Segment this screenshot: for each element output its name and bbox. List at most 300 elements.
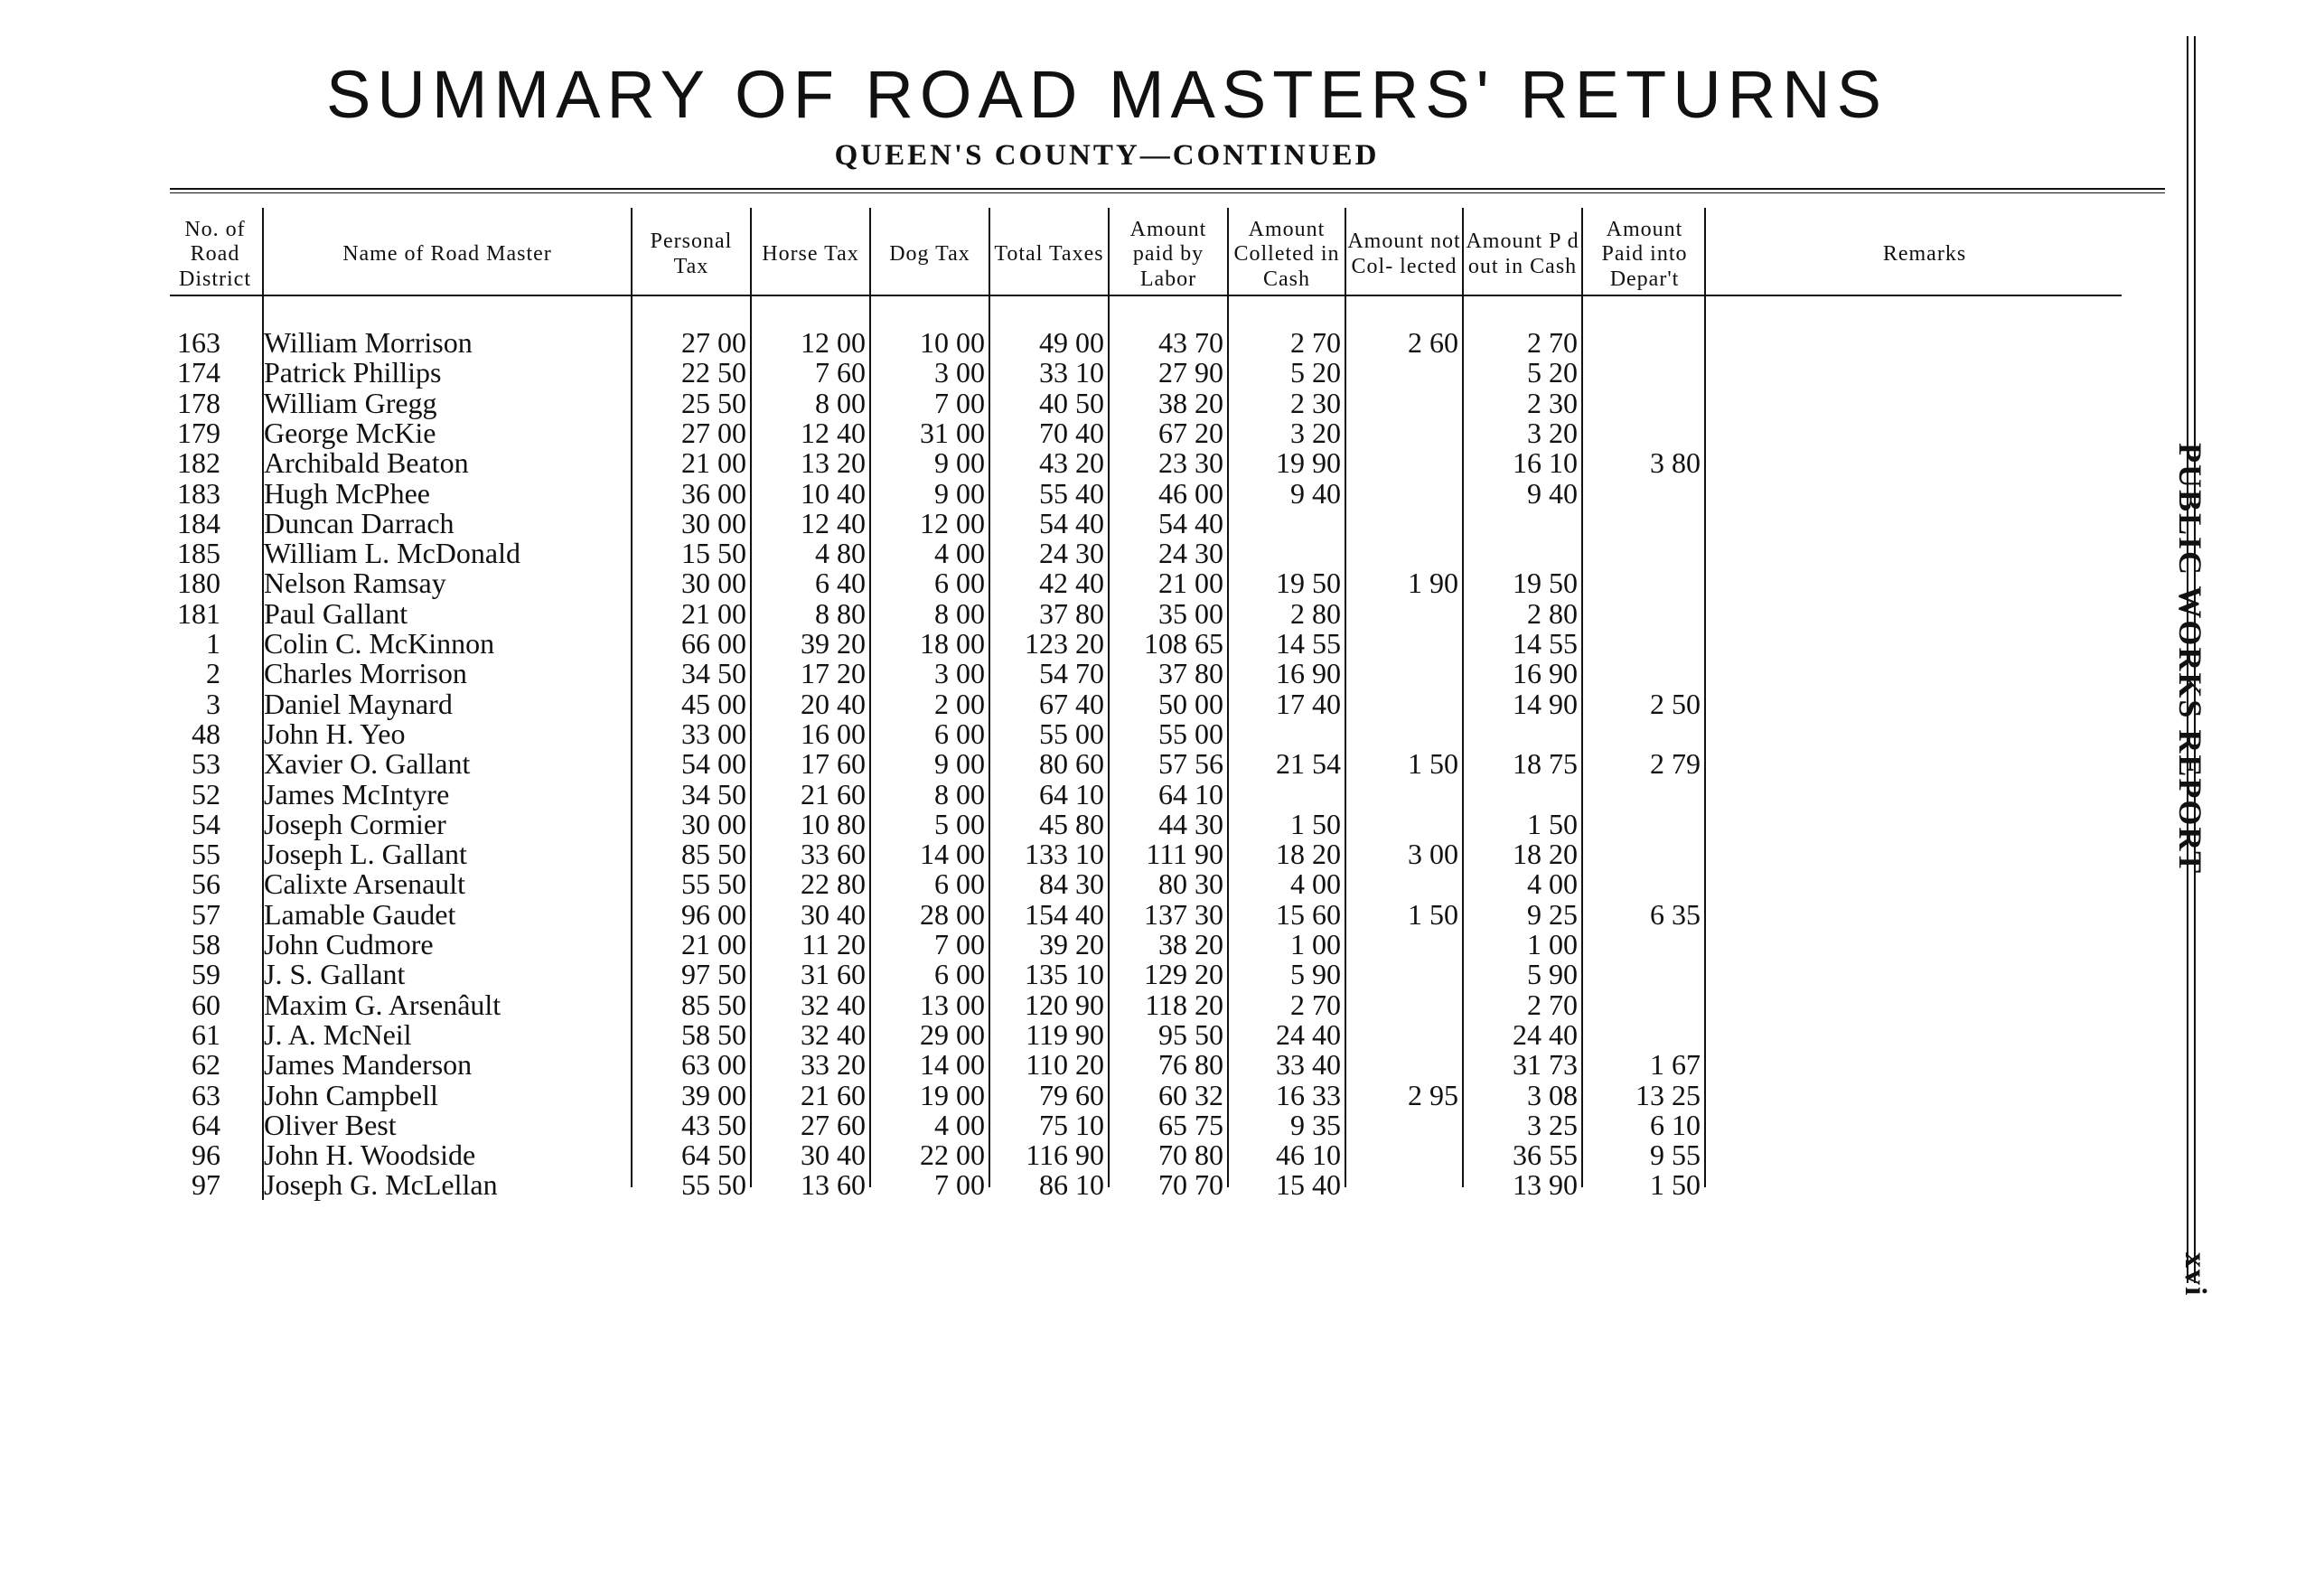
cell-paid-out-cash: 19 50 (1513, 567, 1578, 600)
cell-horse-tax: 6 40 (815, 567, 866, 600)
cell-name: J. A. McNeil (264, 1017, 412, 1051)
cell-horse-tax: 8 00 (815, 386, 866, 419)
cell-amount-labor: 65 75 (1158, 1108, 1223, 1141)
header-horse-tax: Horse Tax (762, 242, 859, 267)
cell-dog-tax: 3 00 (934, 657, 985, 690)
cell-paid-into-depart (1583, 478, 1701, 509)
cell-amount-labor: 60 32 (1158, 1078, 1223, 1111)
cell-total-taxes: 133 10 (1025, 838, 1104, 871)
cell-total-taxes: 84 30 (1039, 867, 1104, 901)
cell-not-collected (1346, 1019, 1458, 1050)
cell-total-taxes: 70 40 (1039, 416, 1104, 449)
cell-horse-tax: 30 40 (801, 897, 866, 931)
cell-personal-tax: 25 50 (681, 386, 746, 419)
cell-amount-labor: 70 70 (1158, 1168, 1223, 1202)
cell-personal-tax: 64 50 (681, 1138, 746, 1172)
cell-total-taxes: 79 60 (1039, 1078, 1104, 1111)
cell-not-collected (1346, 658, 1458, 689)
top-rule (170, 188, 2165, 190)
cell-dog-tax: 9 00 (934, 446, 985, 480)
header-remarks: Remarks (1882, 242, 1967, 267)
cell-total-taxes: 37 80 (1039, 596, 1104, 630)
cell-amount-cash: 46 10 (1276, 1138, 1341, 1172)
cell-dog-tax: 6 00 (934, 567, 985, 600)
cell-horse-tax: 22 80 (801, 867, 866, 901)
header-personal-tax: Personal Tax (650, 230, 733, 278)
table-row (0, 989, 2169, 1020)
cell-not-collected: 1 90 (1408, 567, 1458, 600)
cell-district: 58 (192, 928, 220, 960)
cell-horse-tax: 7 60 (815, 356, 866, 389)
cell-paid-into-depart: 3 80 (1650, 446, 1701, 480)
cell-dog-tax: 6 00 (934, 958, 985, 991)
cell-paid-out-cash: 18 75 (1513, 747, 1578, 781)
cell-district: 54 (192, 807, 220, 840)
header-paid-out-cash: Amount P d out in Cash (1466, 230, 1579, 278)
cell-dog-tax: 7 00 (934, 1168, 985, 1202)
cell-paid-into-depart (1583, 357, 1701, 388)
cell-district: 174 (177, 356, 220, 389)
cell-district: 56 (192, 867, 220, 901)
cell-amount-labor: 21 00 (1158, 567, 1223, 600)
cell-total-taxes: 45 80 (1039, 807, 1104, 840)
cell-paid-out-cash: 3 25 (1527, 1108, 1578, 1141)
cell-amount-cash: 5 90 (1290, 958, 1341, 991)
cell-dog-tax: 22 00 (920, 1138, 985, 1172)
header-dog-tax: Dog Tax (889, 242, 970, 267)
cell-amount-cash: 14 55 (1276, 627, 1341, 660)
table-row (0, 689, 2169, 719)
cell-amount-cash: 5 20 (1290, 356, 1341, 389)
cell-paid-into-depart: 1 67 (1650, 1048, 1701, 1082)
cell-name: John H. Yeo (264, 717, 406, 750)
cell-total-taxes: 39 20 (1039, 928, 1104, 960)
cell-paid-out-cash: 3 20 (1527, 416, 1578, 449)
cell-name: Hugh McPhee (264, 476, 430, 510)
cell-not-collected (1346, 1110, 1458, 1140)
cell-paid-into-depart (1583, 839, 1701, 869)
cell-amount-cash (1229, 779, 1341, 810)
cell-personal-tax: 43 50 (681, 1108, 746, 1141)
cell-amount-labor: 57 56 (1158, 747, 1223, 781)
cell-total-taxes: 154 40 (1025, 897, 1104, 931)
cell-not-collected (1346, 388, 1458, 418)
cell-horse-tax: 4 80 (815, 537, 866, 570)
table-row (0, 779, 2169, 810)
cell-amount-cash: 2 30 (1290, 386, 1341, 419)
cell-not-collected (1346, 959, 1458, 989)
table-row (0, 748, 2169, 779)
cell-personal-tax: 21 00 (681, 928, 746, 960)
cell-dog-tax: 8 00 (934, 777, 985, 810)
cell-name: Daniel Maynard (264, 687, 453, 720)
table-row (0, 1110, 2169, 1140)
cell-amount-labor: 43 70 (1158, 326, 1223, 359)
cell-dog-tax: 4 00 (934, 1108, 985, 1141)
cell-horse-tax: 16 00 (801, 717, 866, 750)
cell-amount-cash: 16 90 (1276, 657, 1341, 690)
cell-amount-labor: 108 65 (1144, 627, 1223, 660)
cell-not-collected (1346, 478, 1458, 509)
cell-not-collected (1346, 868, 1458, 899)
cell-district: 184 (177, 506, 220, 539)
cell-name: Patrick Phillips (264, 356, 442, 389)
cell-amount-cash: 4 00 (1290, 867, 1341, 901)
cell-personal-tax: 55 50 (681, 867, 746, 901)
cell-paid-into-depart: 1 50 (1650, 1168, 1701, 1202)
cell-paid-into-depart (1583, 567, 1701, 598)
side-running-title: PUBLIC WORKS REPORT (2172, 443, 2208, 876)
cell-not-collected (1346, 417, 1458, 448)
cell-total-taxes: 54 40 (1039, 506, 1104, 539)
cell-horse-tax: 12 40 (801, 506, 866, 539)
cell-personal-tax: 30 00 (681, 807, 746, 840)
cell-paid-into-depart: 9 55 (1650, 1138, 1701, 1172)
cell-horse-tax: 31 60 (801, 958, 866, 991)
cell-horse-tax: 11 20 (801, 928, 866, 960)
cell-total-taxes: 64 10 (1039, 777, 1104, 810)
table-row (0, 868, 2169, 899)
cell-amount-labor: 129 20 (1144, 958, 1223, 991)
cell-horse-tax: 13 60 (801, 1168, 866, 1202)
cell-dog-tax: 13 00 (920, 988, 985, 1021)
cell-paid-into-depart (1583, 868, 1701, 899)
header-total-taxes: Total Taxes (994, 242, 1104, 267)
top-rule-thin (170, 192, 2165, 193)
cell-horse-tax: 8 80 (815, 596, 866, 630)
table-row (0, 628, 2169, 659)
cell-amount-cash: 1 00 (1290, 928, 1341, 960)
cell-paid-into-depart: 13 25 (1635, 1078, 1701, 1111)
cell-paid-into-depart (1583, 1019, 1701, 1050)
cell-name: William Gregg (264, 386, 437, 419)
cell-total-taxes: 116 90 (1026, 1138, 1104, 1172)
cell-not-collected (1346, 1049, 1458, 1080)
cell-horse-tax: 13 20 (801, 446, 866, 480)
cell-dog-tax: 10 00 (920, 326, 985, 359)
cell-name: Colin C. McKinnon (264, 627, 495, 660)
cell-district: 57 (192, 897, 220, 931)
cell-name: John Campbell (264, 1078, 438, 1111)
cell-amount-labor: 37 80 (1158, 657, 1223, 690)
cell-district: 60 (192, 988, 220, 1021)
cell-personal-tax: 96 00 (681, 897, 746, 931)
cell-district: 182 (177, 446, 220, 480)
cell-dog-tax: 8 00 (934, 596, 985, 630)
cell-personal-tax: 55 50 (681, 1168, 746, 1202)
cell-amount-labor: 46 00 (1158, 476, 1223, 510)
cell-paid-into-depart (1583, 327, 1701, 358)
cell-not-collected (1346, 1139, 1458, 1170)
cell-not-collected (1346, 809, 1458, 839)
table-row (0, 327, 2169, 358)
cell-paid-out-cash: 31 73 (1513, 1048, 1578, 1082)
cell-dog-tax: 14 00 (920, 1048, 985, 1082)
cell-amount-labor: 27 90 (1158, 356, 1223, 389)
table-row (0, 567, 2169, 598)
cell-amount-cash: 2 80 (1290, 596, 1341, 630)
table-row (0, 929, 2169, 960)
cell-horse-tax: 21 60 (801, 777, 866, 810)
cell-paid-into-depart: 2 50 (1650, 687, 1701, 720)
cell-dog-tax: 7 00 (934, 928, 985, 960)
cell-amount-labor: 80 30 (1158, 867, 1223, 901)
cell-paid-out-cash: 2 30 (1527, 386, 1578, 419)
cell-personal-tax: 30 00 (681, 506, 746, 539)
cell-paid-out-cash: 1 00 (1527, 928, 1578, 960)
cell-horse-tax: 12 00 (801, 326, 866, 359)
page-subtitle: QUEEN'S COUNTY—CONTINUED (834, 139, 1380, 172)
header-paid-into-depart: Amount Paid into Depar't (1601, 217, 1688, 291)
cell-amount-cash (1229, 538, 1341, 568)
cell-paid-into-depart: 6 35 (1650, 897, 1701, 931)
cell-district: 163 (177, 326, 220, 359)
cell-amount-labor: 95 50 (1158, 1017, 1223, 1051)
cell-amount-labor: 64 10 (1158, 777, 1223, 810)
cell-horse-tax: 17 20 (801, 657, 866, 690)
cell-personal-tax: 22 50 (681, 356, 746, 389)
cell-amount-labor: 23 30 (1158, 446, 1223, 480)
cell-amount-cash (1229, 718, 1341, 749)
cell-name: Duncan Darrach (264, 506, 454, 539)
cell-name: Lamable Gaudet (264, 897, 456, 931)
cell-district: 53 (192, 747, 220, 781)
cell-name: William L. McDonald (264, 537, 520, 570)
cell-horse-tax: 39 20 (801, 627, 866, 660)
table-row (0, 899, 2169, 930)
cell-district: 52 (192, 777, 220, 810)
cell-amount-labor: 111 90 (1146, 838, 1223, 871)
table-row (0, 538, 2169, 568)
cell-name: Paul Gallant (264, 596, 408, 630)
cell-district: 2 (206, 657, 220, 690)
cell-amount-cash: 33 40 (1276, 1048, 1341, 1082)
cell-amount-cash: 9 35 (1290, 1108, 1341, 1141)
cell-not-collected (1346, 598, 1458, 629)
cell-name: Maxim G. Arsenâult (264, 988, 501, 1021)
cell-total-taxes: 123 20 (1025, 627, 1104, 660)
cell-dog-tax: 28 00 (920, 897, 985, 931)
table-row (0, 718, 2169, 749)
cell-dog-tax: 4 00 (934, 537, 985, 570)
cell-dog-tax: 3 00 (934, 356, 985, 389)
cell-personal-tax: 39 00 (681, 1078, 746, 1111)
cell-total-taxes: 119 90 (1026, 1017, 1104, 1051)
cell-not-collected (1346, 628, 1458, 659)
cell-dog-tax: 9 00 (934, 747, 985, 781)
cell-name: George McKie (264, 416, 436, 449)
cell-dog-tax: 2 00 (934, 687, 985, 720)
cell-paid-out-cash: 2 70 (1527, 326, 1578, 359)
table-row (0, 1169, 2169, 1200)
cell-dog-tax: 29 00 (920, 1017, 985, 1051)
cell-not-collected: 2 95 (1408, 1078, 1458, 1111)
cell-not-collected (1346, 929, 1458, 960)
cell-name: Calixte Arsenault (264, 867, 466, 901)
cell-total-taxes: 55 00 (1039, 717, 1104, 750)
cell-name: Joseph Cormier (264, 807, 446, 840)
cell-horse-tax: 10 40 (801, 476, 866, 510)
cell-district: 97 (192, 1168, 220, 1202)
cell-horse-tax: 27 60 (801, 1108, 866, 1141)
cell-total-taxes: 55 40 (1039, 476, 1104, 510)
cell-name: Joseph G. McLellan (264, 1168, 498, 1202)
cell-paid-into-depart (1583, 929, 1701, 960)
cell-personal-tax: 36 00 (681, 476, 746, 510)
cell-amount-cash: 19 90 (1276, 446, 1341, 480)
cell-paid-out-cash: 18 20 (1513, 838, 1578, 871)
header-district: No. of Road District (179, 217, 251, 291)
cell-district: 61 (192, 1017, 220, 1051)
cell-total-taxes: 40 50 (1039, 386, 1104, 419)
cell-horse-tax: 17 60 (801, 747, 866, 781)
table-row (0, 959, 2169, 989)
cell-dog-tax: 14 00 (920, 838, 985, 871)
cell-paid-into-depart: 6 10 (1650, 1108, 1701, 1141)
cell-horse-tax: 20 40 (801, 687, 866, 720)
cell-personal-tax: 27 00 (681, 326, 746, 359)
cell-name: James McIntyre (264, 777, 450, 810)
cell-total-taxes: 33 10 (1039, 356, 1104, 389)
cell-amount-cash: 9 40 (1290, 476, 1341, 510)
cell-paid-out-cash: 3 08 (1527, 1078, 1578, 1111)
cell-horse-tax: 32 40 (801, 1017, 866, 1051)
cell-total-taxes: 110 20 (1026, 1048, 1104, 1082)
cell-personal-tax: 30 00 (681, 567, 746, 600)
header-not-collected: Amount not Col- lected (1347, 230, 1461, 278)
cell-name: William Morrison (264, 326, 473, 359)
cell-total-taxes: 67 40 (1039, 687, 1104, 720)
header-amount-cash: Amount Colleted in Cash (1233, 217, 1340, 291)
cell-district: 180 (177, 567, 220, 600)
cell-district: 185 (177, 537, 220, 570)
cell-dog-tax: 7 00 (934, 386, 985, 419)
cell-district: 96 (192, 1138, 220, 1172)
table-row (0, 809, 2169, 839)
cell-district: 178 (177, 386, 220, 419)
cell-dog-tax: 19 00 (920, 1078, 985, 1111)
cell-personal-tax: 85 50 (681, 838, 746, 871)
cell-district: 181 (177, 596, 220, 630)
table-row (0, 508, 2169, 539)
cell-paid-into-depart (1583, 718, 1701, 749)
cell-total-taxes: 86 10 (1039, 1168, 1104, 1202)
cell-name: J. S. Gallant (264, 958, 406, 991)
cell-personal-tax: 34 50 (681, 777, 746, 810)
header-name: Name of Road Master (342, 242, 552, 267)
cell-paid-out-cash: 2 80 (1527, 596, 1578, 630)
cell-amount-labor: 50 00 (1158, 687, 1223, 720)
cell-paid-into-depart (1583, 779, 1701, 810)
table-row (0, 598, 2169, 629)
cell-total-taxes: 80 60 (1039, 747, 1104, 781)
cell-not-collected (1346, 989, 1458, 1020)
cell-amount-labor: 55 00 (1158, 717, 1223, 750)
cell-not-collected (1346, 538, 1458, 568)
cell-personal-tax: 21 00 (681, 596, 746, 630)
table-row (0, 658, 2169, 689)
cell-total-taxes: 120 90 (1025, 988, 1104, 1021)
cell-paid-out-cash: 4 00 (1527, 867, 1578, 901)
cell-paid-out-cash: 5 90 (1527, 958, 1578, 991)
cell-district: 63 (192, 1078, 220, 1111)
cell-amount-cash: 24 40 (1276, 1017, 1341, 1051)
cell-dog-tax: 5 00 (934, 807, 985, 840)
cell-amount-labor: 70 80 (1158, 1138, 1223, 1172)
cell-not-collected: 1 50 (1408, 897, 1458, 931)
table-row (0, 417, 2169, 448)
page-title: SUMMARY OF ROAD MASTERS' RETURNS (326, 57, 1888, 132)
cell-total-taxes: 24 30 (1039, 537, 1104, 570)
table-row (0, 388, 2169, 418)
cell-paid-out-cash: 9 25 (1527, 897, 1578, 931)
cell-amount-labor: 24 30 (1158, 537, 1223, 570)
cell-personal-tax: 58 50 (681, 1017, 746, 1051)
cell-amount-labor: 54 40 (1158, 506, 1223, 539)
cell-amount-cash: 1 50 (1290, 807, 1341, 840)
cell-paid-into-depart: 2 79 (1650, 747, 1701, 781)
cell-total-taxes: 49 00 (1039, 326, 1104, 359)
cell-amount-cash: 2 70 (1290, 326, 1341, 359)
cell-paid-out-cash (1464, 508, 1578, 539)
cell-paid-into-depart (1583, 628, 1701, 659)
cell-personal-tax: 21 00 (681, 446, 746, 480)
cell-personal-tax: 45 00 (681, 687, 746, 720)
cell-personal-tax: 97 50 (681, 958, 746, 991)
cell-total-taxes: 54 70 (1039, 657, 1104, 690)
cell-amount-labor: 67 20 (1158, 416, 1223, 449)
cell-amount-cash: 17 40 (1276, 687, 1341, 720)
cell-district: 62 (192, 1048, 220, 1082)
table-row (0, 1080, 2169, 1110)
cell-dog-tax: 6 00 (934, 867, 985, 901)
cell-personal-tax: 15 50 (681, 537, 746, 570)
table-row (0, 1139, 2169, 1170)
cell-paid-out-cash: 1 50 (1527, 807, 1578, 840)
cell-amount-cash: 2 70 (1290, 988, 1341, 1021)
cell-paid-out-cash: 14 55 (1513, 627, 1578, 660)
cell-not-collected (1346, 779, 1458, 810)
cell-personal-tax: 54 00 (681, 747, 746, 781)
cell-total-taxes: 75 10 (1039, 1108, 1104, 1141)
cell-amount-labor: 35 00 (1158, 596, 1223, 630)
header-amount-labor: Amount paid by Labor (1129, 217, 1207, 291)
cell-paid-out-cash: 9 40 (1527, 476, 1578, 510)
cell-paid-into-depart (1583, 508, 1701, 539)
cell-paid-into-depart (1583, 417, 1701, 448)
cell-not-collected (1346, 508, 1458, 539)
cell-district: 59 (192, 958, 220, 991)
cell-paid-out-cash: 36 55 (1513, 1138, 1578, 1172)
cell-paid-into-depart (1583, 959, 1701, 989)
cell-personal-tax: 27 00 (681, 416, 746, 449)
page-number: xvi (2179, 1252, 2212, 1298)
cell-horse-tax: 21 60 (801, 1078, 866, 1111)
cell-dog-tax: 6 00 (934, 717, 985, 750)
cell-paid-into-depart (1583, 989, 1701, 1020)
cell-dog-tax: 9 00 (934, 476, 985, 510)
cell-name: John Cudmore (264, 928, 434, 960)
table-row (0, 357, 2169, 388)
cell-name: James Manderson (264, 1048, 473, 1082)
cell-not-collected: 3 00 (1408, 838, 1458, 871)
cell-not-collected (1346, 718, 1458, 749)
cell-personal-tax: 33 00 (681, 717, 746, 750)
cell-dog-tax: 31 00 (920, 416, 985, 449)
cell-paid-out-cash: 14 90 (1513, 687, 1578, 720)
cell-amount-cash: 21 54 (1276, 747, 1341, 781)
cell-horse-tax: 30 40 (801, 1138, 866, 1172)
